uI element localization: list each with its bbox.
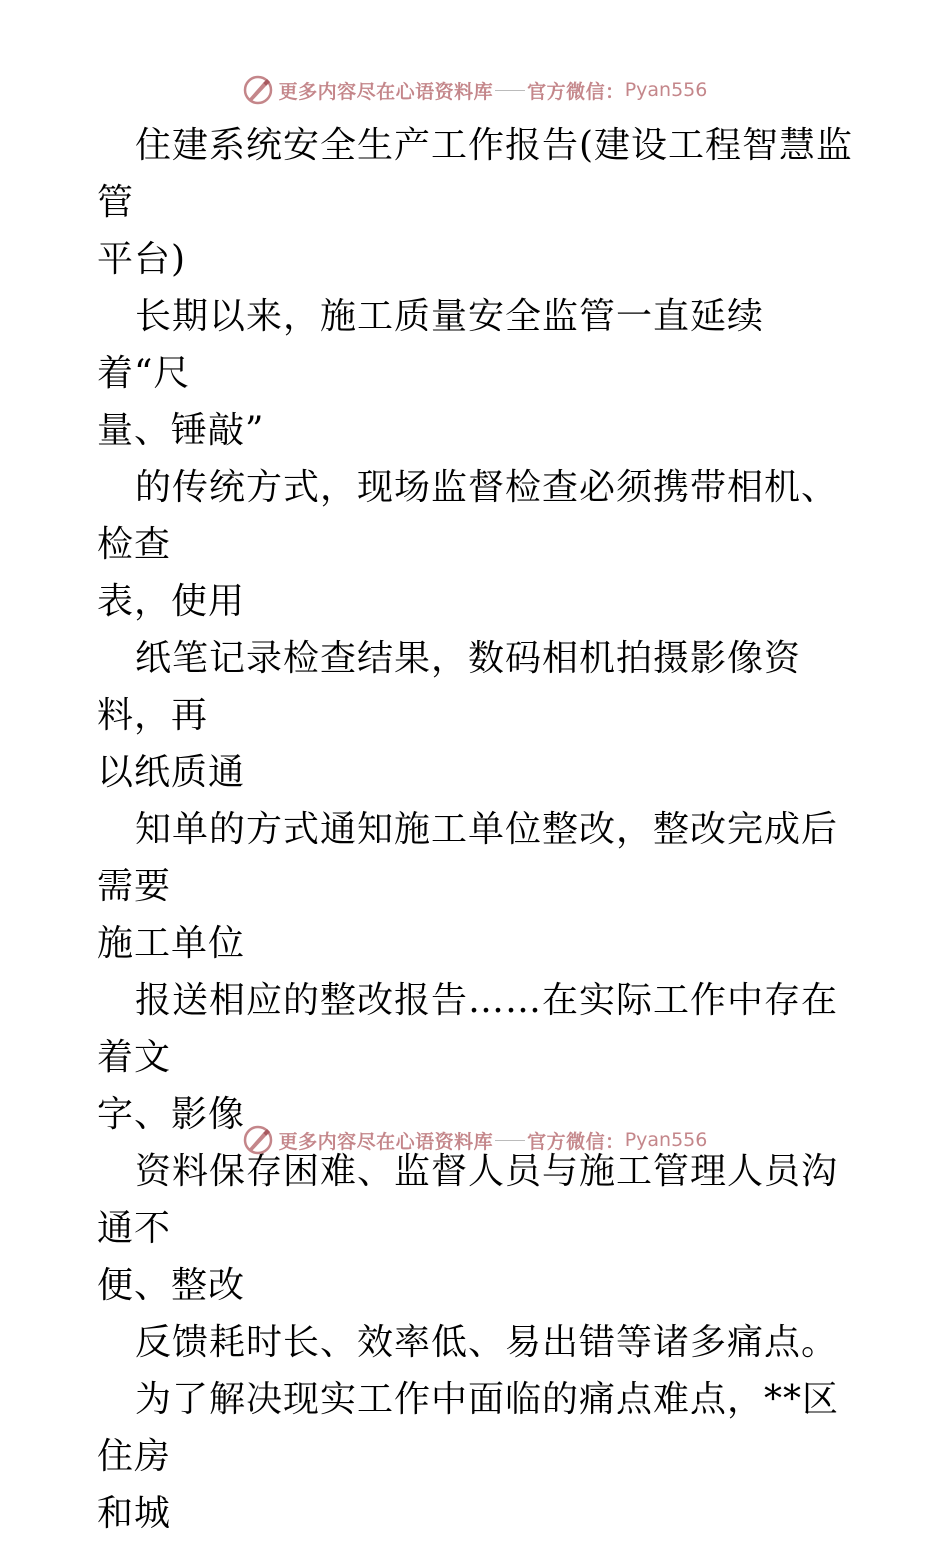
watermark-wechat-id: Pyan556 <box>624 79 708 101</box>
watermark-text: 更多内容尽在心语资料库 <box>278 80 494 103</box>
paragraph-line: 知单的方式通知施工单位整改，整改完成后需要 <box>97 809 839 907</box>
paragraph <box>97 1371 857 1542</box>
watermark-wechat-id: Pyan556 <box>624 1129 708 1151</box>
footer-watermark <box>0 1120 950 1160</box>
paragraph-line: 住建系统安全生产工作报告(建设工程智慧监管 <box>97 125 854 223</box>
watermark-text: 更多内容尽在心语资料库 <box>278 1130 494 1153</box>
paragraph-line: 和城 <box>97 1493 172 1534</box>
document-body <box>97 117 857 1542</box>
paragraph-line: 字、影像 <box>97 1094 246 1135</box>
watermark-wechat-label: 官方微信： <box>527 1130 625 1153</box>
watermark-wechat-label: 官方微信： <box>527 80 625 103</box>
paragraph-line: 表，使用 <box>97 581 246 622</box>
paragraph <box>97 1143 857 1314</box>
paragraph-line: 施工单位 <box>97 923 246 964</box>
paragraph-line: 纸笔记录检查结果，数码相机拍摄影像资料，再 <box>97 638 802 736</box>
paragraph <box>97 630 857 801</box>
paragraph-line: 报送相应的整改报告……在实际工作中存在着文 <box>97 980 839 1078</box>
paragraph <box>97 459 857 630</box>
paragraph <box>97 972 857 1143</box>
paragraph-line: 以纸质通 <box>97 752 246 793</box>
paragraph-line: 的传统方式，现场监督检查必须携带相机、检查 <box>97 467 839 565</box>
paragraph-line: 为了解决现实工作中面临的痛点难点，**区住房 <box>97 1379 840 1477</box>
paragraph-line: 平台) <box>97 239 187 280</box>
paragraph-line: 反馈耗时长、效率低、易出错等诸多痛点。 <box>135 1322 839 1363</box>
watermark-separator <box>495 1140 525 1141</box>
paragraph <box>97 288 857 459</box>
watermark-separator <box>495 90 525 91</box>
paragraph-line: 长期以来，施工质量安全监管一直延续着“尺 <box>97 296 765 394</box>
paragraph <box>97 801 857 972</box>
pen-logo-icon <box>243 75 273 105</box>
paragraph-line: 量、锤敲” <box>97 410 265 451</box>
header-watermark <box>0 70 950 110</box>
paragraph-line: 便、整改 <box>97 1265 246 1306</box>
paragraph-line: 资料保存困难、监督人员与施工管理人员沟通不 <box>97 1151 839 1249</box>
paragraph <box>97 1314 857 1371</box>
pen-logo-icon <box>243 1125 273 1155</box>
paragraph-title <box>97 117 857 288</box>
